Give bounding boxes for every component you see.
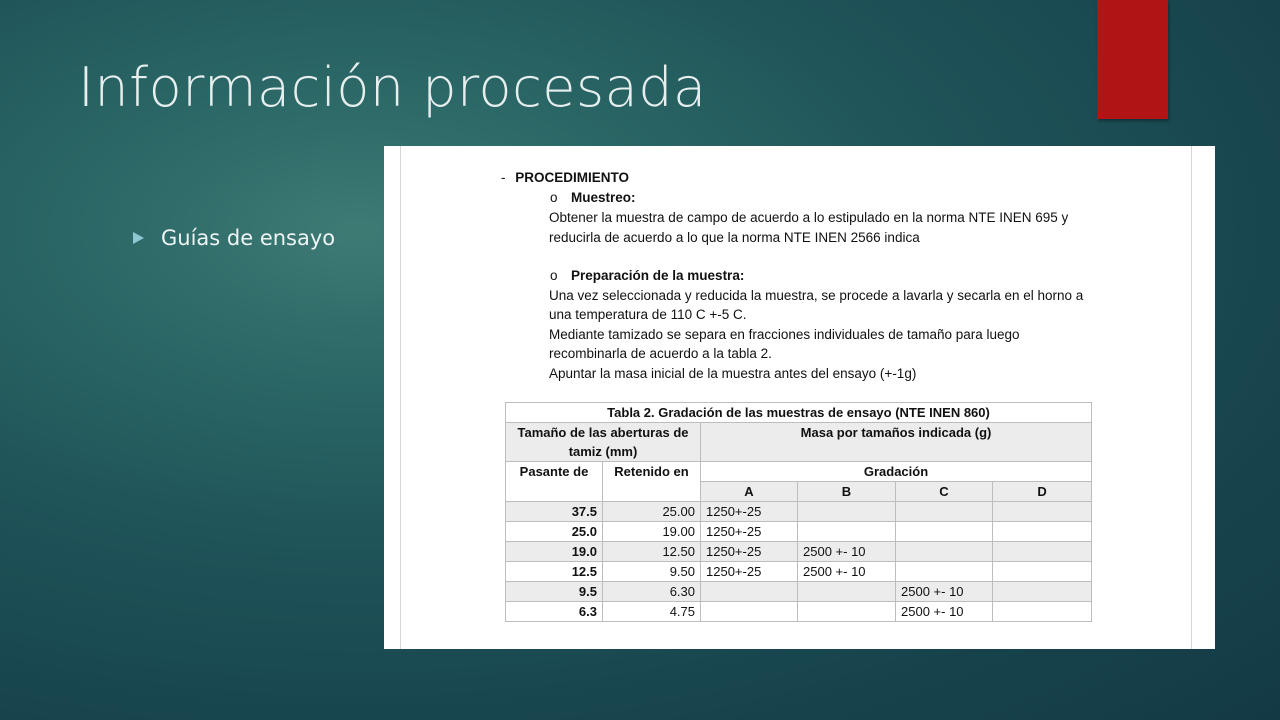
cell-grade-a: 1250+-25: [701, 522, 798, 542]
cell-grade-d: [993, 582, 1092, 602]
cell-grade-c: [896, 542, 993, 562]
muestreo-title: Muestreo:: [571, 190, 636, 205]
table-row: [506, 582, 1092, 602]
header-retained: Retenido en: [603, 462, 701, 502]
cell-passing: 37.5: [506, 502, 603, 522]
cell-grade-d: [993, 542, 1092, 562]
table-caption: Tabla 2. Gradación de las muestras de ensayo (NTE INEN 860): [506, 403, 1092, 423]
cell-passing: 9.5: [506, 582, 603, 602]
document-image: [384, 146, 1215, 649]
cell-retained: 6.30: [603, 582, 701, 602]
table-header-row: [506, 423, 1092, 462]
cell-retained: 25.00: [603, 502, 701, 522]
table-row: [506, 562, 1092, 582]
preparacion-line-5: Apuntar la masa inicial de la muestra antes del ensayo (+-1g): [549, 366, 917, 381]
preparacion-line-1: Una vez seleccionada y reducida la muestra, se procede a lavarla y secarla en el horno a: [549, 288, 1084, 303]
preparacion-title: Preparación de la muestra:: [571, 268, 745, 283]
grade-a: A: [701, 482, 798, 502]
cell-passing: 25.0: [506, 522, 603, 542]
section-title: PROCEDIMIENTO: [515, 170, 630, 185]
cell-grade-b: 2500 +- 10: [798, 562, 896, 582]
section-heading: [501, 169, 629, 187]
page-margin-left: [400, 146, 401, 649]
cell-passing: 6.3: [506, 602, 603, 622]
cell-grade-b: [798, 502, 896, 522]
cell-passing: 12.5: [506, 562, 603, 582]
cell-retained: 4.75: [603, 602, 701, 622]
cell-grade-b: 2500 +- 10: [798, 542, 896, 562]
bullet-text: Guías de ensayo: [161, 226, 336, 250]
header-sieve-size: Tamaño de las aberturas de tamiz (mm): [506, 423, 701, 462]
muestreo-heading: [550, 189, 636, 207]
cell-grade-d: [993, 522, 1092, 542]
sub-bullet-marker: o: [550, 190, 558, 205]
dash-marker: -: [501, 170, 506, 185]
cell-passing: 19.0: [506, 542, 603, 562]
cell-retained: 9.50: [603, 562, 701, 582]
slide-title: Información procesada: [78, 56, 707, 119]
cell-grade-a: 1250+-25: [701, 502, 798, 522]
muestreo-line-1: Obtener la muestra de campo de acuerdo a lo estipulado en la norma NTE INEN 695 y: [549, 210, 1069, 225]
table-caption-row: [506, 403, 1092, 423]
muestreo-line-2: reducirla de acuerdo a lo que la norma NTE INEN 2566 indica: [549, 230, 920, 245]
grade-c: C: [896, 482, 993, 502]
gradation-table: [505, 402, 1092, 622]
preparacion-line-3: Mediante tamizado se separa en fracciones individuales de tamaño para luego: [549, 327, 1020, 342]
sub-bullet-marker: o: [550, 268, 558, 283]
table-row: [506, 602, 1092, 622]
header-passing: Pasante de: [506, 462, 603, 502]
cell-grade-a: 1250+-25: [701, 562, 798, 582]
bullet-arrow-icon: [133, 232, 144, 244]
cell-grade-c: [896, 502, 993, 522]
bullet-item: [133, 221, 335, 255]
page-margin-right: [1191, 146, 1192, 649]
cell-grade-c: [896, 522, 993, 542]
grade-b: B: [798, 482, 896, 502]
cell-grade-b: [798, 602, 896, 622]
table-row: [506, 502, 1092, 522]
cell-retained: 12.50: [603, 542, 701, 562]
grade-d: D: [993, 482, 1092, 502]
cell-grade-d: [993, 562, 1092, 582]
preparacion-line-2: una temperatura de 110 C +-5 C.: [549, 307, 747, 322]
cell-grade-c: [896, 562, 993, 582]
cell-grade-a: 1250+-25: [701, 542, 798, 562]
accent-tab: [1097, 0, 1168, 119]
table-subheader-row: [506, 462, 1092, 482]
preparacion-line-4: recombinarla de acuerdo a la tabla 2.: [549, 346, 772, 361]
cell-grade-a: [701, 602, 798, 622]
cell-grade-a: [701, 582, 798, 602]
header-gradation: Gradación: [701, 462, 1092, 482]
cell-grade-b: [798, 522, 896, 542]
cell-retained: 19.00: [603, 522, 701, 542]
cell-grade-d: [993, 602, 1092, 622]
cell-grade-c: 2500 +- 10: [896, 582, 993, 602]
preparacion-heading: [550, 267, 744, 285]
cell-grade-d: [993, 502, 1092, 522]
table-row: [506, 522, 1092, 542]
table-row: [506, 542, 1092, 562]
header-mass: Masa por tamaños indicada (g): [701, 423, 1092, 462]
cell-grade-b: [798, 582, 896, 602]
cell-grade-c: 2500 +- 10: [896, 602, 993, 622]
